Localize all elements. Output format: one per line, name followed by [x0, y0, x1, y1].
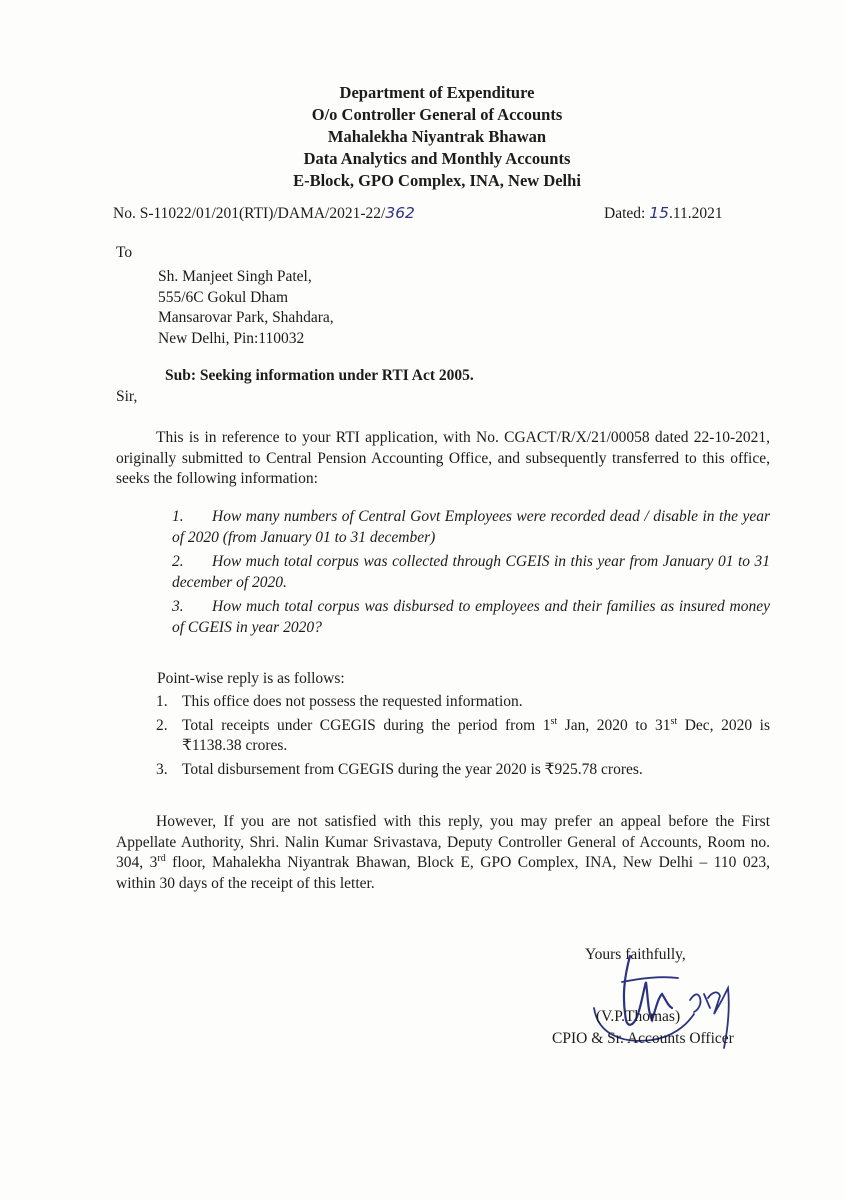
letter-date	[604, 204, 723, 223]
reply-text: Total disbursement from CGEGIS during the year 2020 is ₹925.78 crores.	[182, 760, 643, 778]
appeal-text-part: floor, Mahalekha Niyantrak Bhawan, Block E, GPO Complex, INA, New Delhi – 110 023, within 30 days of the receipt of this letter.	[116, 854, 770, 892]
letterhead-building: Mahalekha Niyantrak Bhawan	[327, 127, 547, 146]
reply-number: 3.	[156, 760, 168, 778]
appeal-superscript: rd	[157, 852, 166, 864]
recipient-address-line3: New Delhi, Pin:110032	[158, 329, 305, 347]
recipient-name: Sh. Manjeet Singh Patel,	[158, 268, 312, 285]
reply-text	[182, 716, 770, 757]
appeal-paragraph	[116, 812, 770, 894]
question-list	[172, 507, 770, 642]
date-handwritten-day: 15	[649, 204, 669, 222]
reply-item	[156, 716, 770, 757]
question-item	[172, 597, 770, 638]
reply-list	[156, 692, 770, 783]
signatory-designation: CPIO & Sr. Accounts Officer	[552, 1030, 734, 1047]
reply-item	[156, 692, 770, 713]
reply-text-part: Jan, 2020 to 31	[557, 716, 671, 734]
date-label: Dated:	[604, 205, 650, 222]
signatory-name: (V.P.Thomas)	[596, 1008, 681, 1025]
intro-paragraph: This is in reference to your RTI application, with No. CGACT/R/X/21/00058 dated 22-10-2021, originally submitted to Central Pension Accounting Office, and subsequently transferred to this office, seeks the following information:	[116, 429, 770, 487]
closing-yours: Yours faithfully,	[585, 946, 686, 963]
appeal-text-part: However, If you are not satisfied with this reply, you may prefer an appeal before the First Appellate Authority, Shri. Nalin Kumar Srivastava, Deputy Controller General of Accounts, Room no. 304, 3	[116, 813, 770, 871]
salutation: Sir,	[116, 388, 138, 405]
letterhead	[0, 82, 844, 192]
letterhead-address: E-Block, GPO Complex, INA, New Delhi	[293, 171, 581, 190]
question-text: How much total corpus was collected through CGEIS in this year from January 01 to 31 december of 2020.	[172, 553, 770, 591]
recipient-address-line2: Mansarovar Park, Shahdara,	[158, 309, 334, 326]
reply-superscript: st	[670, 715, 678, 727]
question-text: How many numbers of Central Govt Employees were recorded dead / disable in the year of 2020 (from January 01 to 31 december)	[172, 508, 770, 546]
reference-number	[113, 204, 415, 223]
letterhead-department: Department of Expenditure	[339, 83, 535, 102]
reply-text: This office does not possess the requested information.	[182, 693, 523, 710]
subject-line: Sub: Seeking information under RTI Act 2005.	[165, 367, 474, 384]
question-text: How much total corpus was disbursed to employees and their families as insured money of CGEIS in year 2020?	[172, 598, 770, 636]
reply-number: 2.	[156, 716, 168, 734]
reply-text-part: Total receipts under CGEGIS during the period from 1	[182, 716, 551, 734]
reply-intro: Point-wise reply is as follows:	[157, 670, 345, 687]
reference-number-text: No. S-11022/01/201(RTI)/DAMA/2021-22/	[113, 205, 386, 222]
question-number: 3.	[172, 598, 184, 615]
question-number: 1.	[172, 508, 184, 525]
reply-item	[156, 760, 770, 781]
date-rest: .11.2021	[668, 205, 723, 222]
question-item	[172, 552, 770, 593]
reply-superscript: st	[550, 715, 558, 727]
reply-text-part: Dec, 2020 is ₹1138.38 crores.	[182, 716, 771, 754]
question-item	[172, 507, 770, 548]
to-label: To	[116, 244, 133, 261]
reply-number: 1.	[156, 693, 168, 710]
letterhead-division: Data Analytics and Monthly Accounts	[303, 149, 571, 168]
letterhead-office: O/o Controller General of Accounts	[311, 105, 563, 124]
reference-handwritten-suffix: 362	[385, 204, 415, 222]
question-number: 2.	[172, 553, 184, 570]
recipient-address-line1: 555/6C Gokul Dham	[158, 288, 289, 306]
recipient-address	[158, 267, 334, 349]
